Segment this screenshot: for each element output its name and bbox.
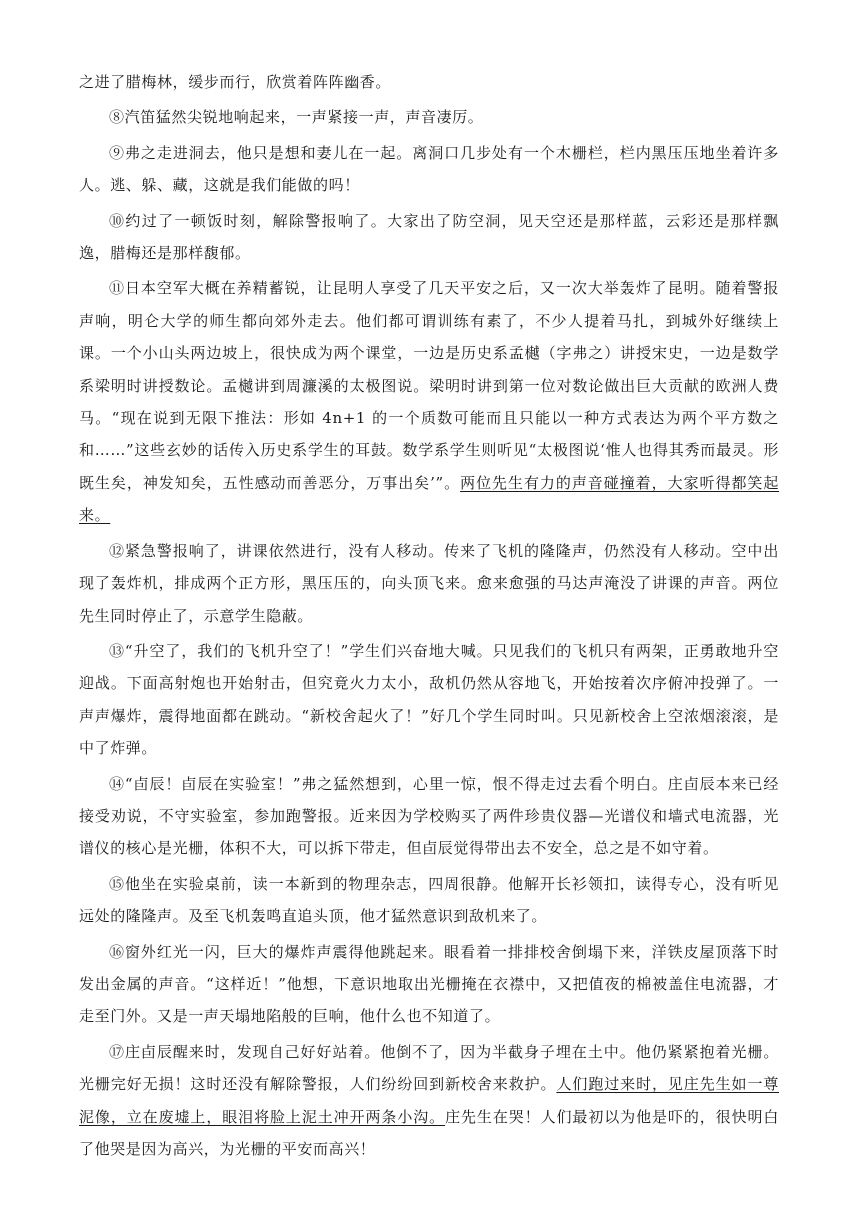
paragraph-14: [79, 768, 779, 865]
underlined-sentence: 两位先生有力的声音碰撞着，大家听得都笑起来。: [79, 473, 779, 525]
article-body: [79, 66, 779, 1165]
underlined-sentence: 人们跑过来时，见庄先生如一尊泥像，立在废墟上，眼泪将脸上泥土冲开两条小沟。: [79, 1075, 779, 1126]
paragraph-text: ⑮他坐在实验桌前，读一本新到的物理杂志，四周很静。他解开长衫领扣，读得专心，没有听见远处的隆隆声。及至飞机轰鸣直追头顶，他才猛然意识到敌机来了。: [79, 874, 779, 926]
paragraph-text: 之进了腊梅林，缓步而行，欣赏着阵阵幽香。: [79, 73, 392, 91]
paragraph-16: [79, 936, 779, 1033]
paragraph-10: [79, 205, 779, 270]
paragraph-tail: 庄先生在哭！人们最初以为他是吓的，很快明白了他哭是因为高兴，为光栅的平安而高兴！: [79, 1107, 779, 1158]
paragraph-text: ⑬“升空了，我们的飞机升空了！”学生们兴奋地大喊。只见我们的飞机只有两架，正勇敢地升空迎战。下面高射炮也开始射击，但究竟火力太小，敌机仍然从容地飞，开始按着次序俯冲投弹了。一声声爆炸，震得地面都在跳动。“新校舍起火了！”好几个学生同时叫。只见新校舍上空浓烟滚滚，是中了炸弹。: [79, 641, 779, 758]
paragraph-17: [79, 1036, 779, 1166]
paragraph-15: [79, 868, 779, 933]
paragraph-9: [79, 137, 779, 202]
paragraph-text: ⑩约过了一顿饭时刻，解除警报响了。大家出了防空洞，见天空还是那样蓝，云彩还是那样飘逸，腊梅还是那样馥郁。: [79, 211, 779, 263]
paragraph-11: [79, 272, 779, 531]
paragraph-text: ⑰庄卣辰醒来时，发现自己好好站着。他倒不了，因为半截身子埋在土中。他仍紧紧抱着光栅。光栅完好无损！这时还没有解除警报，人们纷纷回到新校舍来救护。: [79, 1042, 779, 1094]
paragraph-12: [79, 535, 779, 632]
paragraph-8: [79, 101, 779, 133]
paragraph-13: [79, 635, 779, 765]
paragraph-continuation: [79, 66, 779, 98]
paragraph-text: ⑯窗外红光一闪，巨大的爆炸声震得他跳起来。眼看着一排排校舍倒塌下来，洋铁皮屋顶落下时发出金属的声音。“这样近！”他想，下意识地取出光栅掩在衣襟中，又把值夜的棉被盖住电流器，才走至门外。又是一声天塌地陷般的巨响，他什么也不知道了。: [79, 942, 779, 1026]
paragraph-text: ⑨弗之走进洞去，他只是想和妻儿在一起。离洞口几步处有一个木栅栏，栏内黑压压地坐着许多人。逃、躲、藏，这就是我们能做的吗！: [79, 143, 779, 195]
paragraph-text: ⑪日本空军大概在养精蓄锐，让昆明人享受了几天平安之后，又一次大举轰炸了昆明。随着警报声响，明仑大学的师生都向郊外走去。他们都可谓训练有素了，不少人提着马扎，到城外好继续上课。一个小山头两边坡上，很快成为两个课堂，一边是历史系孟樾（字弗之）讲授宋史，一边是数学系梁明时讲授数论。孟樾讲到周濂溪的太极图说。梁明时讲到第一位对数论做出巨大贡献的欧洲人费马。“现在说到无限下推法：形如 4n+1 的一个质数可能而且只能以一种方式表达为两个平方数之和……”这些玄妙的话传入历史系学生的耳鼓。数学系学生则听见“太极图说‘惟人也得其秀而最灵。形既生矣，神发知矣，五性感动而善恶分，万事出矣’”。: [79, 279, 779, 492]
paragraph-text: ⑭“卣辰！卣辰在实验室！”弗之猛然想到，心里一惊，恨不得走过去看个明白。庄卣辰本来已经接受劝说，不守实验室，参加跑警报。近来因为学校购买了两件珍贵仪器—光谱仪和墙式电流器，光谱仪的核心是光栅，体积不大，可以拆下带走，但卣辰觉得带出去不安全，总之是不如守着。: [79, 774, 779, 858]
paragraph-text: ⑫紧急警报响了，讲课依然进行，没有人移动。传来了飞机的隆隆声，仍然没有人移动。空中出现了轰炸机，排成两个正方形，黑压压的，向头顶飞来。愈来愈强的马达声淹没了讲课的声音。两位先生同时停止了，示意学生隐蔽。: [79, 541, 779, 625]
paragraph-text: ⑧汽笛猛然尖锐地响起来，一声紧接一声，声音凄厉。: [109, 108, 484, 127]
